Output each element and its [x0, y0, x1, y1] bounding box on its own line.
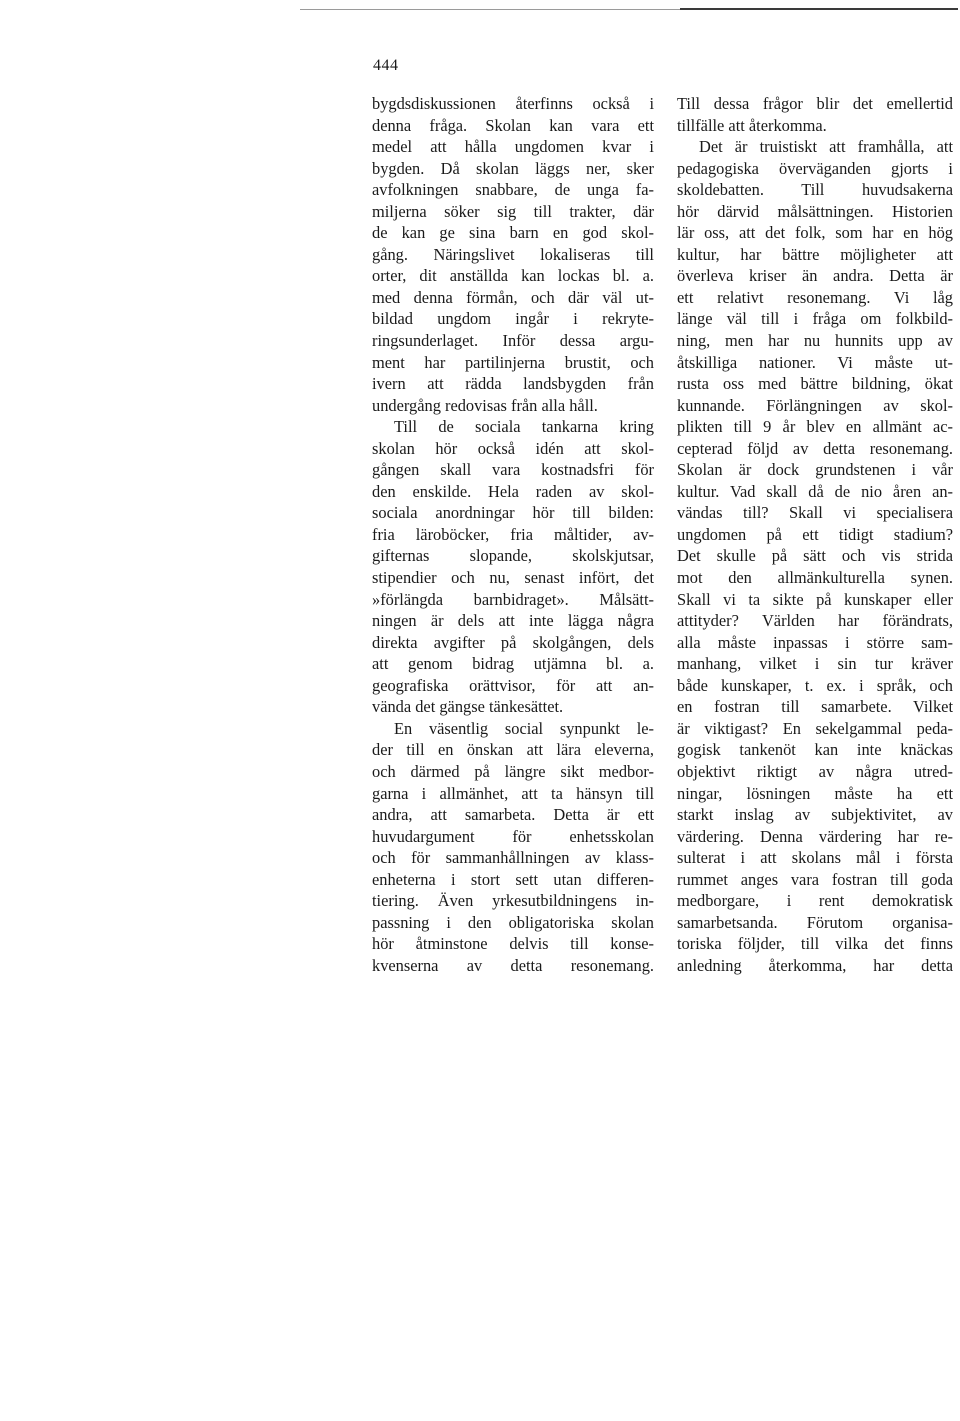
text-line: plikten till 9 år blev en allmänt ac-	[677, 417, 953, 437]
text-line: stipendier och nu, senast infört, det	[372, 568, 654, 588]
text-line: ning, men har nu hunnits upp av	[677, 331, 953, 351]
text-line: att genom bidrag utjämna bl. a.	[372, 654, 654, 674]
text-line: pedagogiska överväganden gjorts i	[677, 158, 953, 178]
text-line: »förlängda barnbidraget». Målsätt-	[372, 589, 654, 609]
text-line: anledning återkomma, har detta	[677, 955, 953, 975]
text-line: är viktigast? En sekelgammal peda-	[677, 718, 953, 738]
text-line: värdering. Denna värdering har re-	[677, 826, 953, 846]
text-line: der till en önskan att lära eleverna,	[372, 740, 654, 760]
text-line: garna i allmänhet, att ta hänsyn till	[372, 783, 654, 803]
text-line: passning i den obligatoriska skolan	[372, 912, 654, 932]
text-line: ringsunderlaget. Inför dessa argu-	[372, 331, 654, 351]
text-line: skolan hör också idén att skol-	[372, 438, 654, 458]
text-line: miljerna söker sig till trakter, där	[372, 201, 654, 221]
text-line: kultur, har bättre möjligheter att	[677, 244, 953, 264]
text-line: andra, att samarbeta. Detta är ett	[372, 805, 654, 825]
page-number: 444	[373, 57, 399, 74]
text-line: och därmed på längre sikt medbor-	[372, 761, 654, 781]
text-line: gifternas slopande, skolskjutsar,	[372, 546, 654, 566]
text-line: länge väl till i fråga om folkbild-	[677, 309, 953, 329]
text-line: undergång redovisas från alla håll.	[372, 395, 598, 415]
text-line: bygdsdiskussionen återfinns också i	[372, 94, 654, 113]
text-line: avfolkningen snabbare, de unga fa-	[372, 180, 654, 200]
text-line: enheterna i stort sett utan differen-	[372, 869, 654, 889]
text-line: hör därvid målsättningen. Historien	[677, 201, 953, 221]
text-line: Till dessa frågor blir det emellertid	[677, 94, 953, 113]
text-line: Skolan är dock grundstenen i vår	[677, 460, 953, 480]
text-line: medel att hålla ungdomen kvar i	[372, 137, 654, 157]
text-line: geografiska orättvisor, för att an-	[372, 675, 654, 695]
text-line: vändas till? Skall vi specialisera	[677, 503, 953, 523]
text-line: kvenserna av detta resonemang.	[372, 955, 654, 975]
text-line: orter, dit anställda kan lockas bl. a.	[372, 266, 654, 286]
text-line: attityder? Världen har förändrats,	[677, 611, 953, 631]
text-line: objektivt riktigt av några utred-	[677, 761, 953, 781]
text-line: En väsentlig social synpunkt le-	[394, 718, 654, 738]
text-line: rummet anges vara fostran till goda	[677, 869, 953, 889]
text-line: de kan ge sina barn en god skol-	[372, 223, 654, 243]
text-line: tillfälle att återkomma.	[677, 115, 827, 135]
text-line: manhang, vilket i sin tur kräver	[677, 654, 953, 674]
text-line: ment har partilinjerna brustit, och	[372, 352, 654, 372]
header-rule	[300, 9, 680, 10]
text-line: gång. Näringslivet lokaliseras till	[372, 244, 654, 264]
text-line: den enskilde. Hela raden av skol-	[372, 481, 654, 501]
text-line: alla måste inpassas i större sam-	[677, 632, 953, 652]
text-line: skoldebatten. Till huvudsakerna	[677, 180, 953, 200]
text-line: ungdomen på ett tidigt stadium?	[677, 524, 953, 544]
header-rule-dark	[680, 8, 958, 10]
text-line: tiering. Även yrkesutbildningens in-	[372, 891, 654, 911]
text-line: ningar, lösningen måste ha ett	[677, 783, 953, 803]
text-line: ivern att rädda landsbygden från	[372, 374, 654, 394]
text-line: medborgare, i rent demokratisk	[677, 891, 953, 911]
text-line: Det är truistiskt att framhålla, att	[699, 137, 953, 157]
text-line: hör åtminstone delvis till konse-	[372, 934, 654, 954]
text-line: starkt inslag av subjektivitet, av	[677, 805, 953, 825]
text-line: fria läroböcker, fria måltider, av-	[372, 524, 654, 544]
text-line: gogisk tankenöt kan inte knäckas	[677, 740, 953, 760]
text-line: och för sammanhållningen av klass-	[372, 848, 654, 868]
text-line: sociala anordningar hör till bilden:	[372, 503, 654, 523]
text-line: Till de sociala tankarna kring	[394, 417, 654, 437]
text-line: med denna förmån, och där väl ut-	[372, 287, 654, 307]
text-line: kultur. Vad skall då de nio åren an-	[677, 481, 953, 501]
text-line: mot den allmänkulturella synen.	[677, 568, 953, 588]
text-line: både kunskaper, t. ex. i språk, och	[677, 675, 953, 695]
text-line: bildad ungdom ingår i rekryte-	[372, 309, 654, 329]
right-text-column	[677, 93, 953, 976]
text-line: cepterad följd av detta resonemang.	[677, 438, 953, 458]
text-line: toriska följder, till vilka det finns	[677, 934, 953, 954]
text-line: huvudargument för enhetsskolan	[372, 826, 654, 846]
text-line: kunnande. Förlängningen av skol-	[677, 395, 953, 415]
text-line: en fostran till samarbete. Vilket	[677, 697, 953, 717]
text-line: ett relativt resonemang. Vi låg	[677, 287, 953, 307]
text-line: åtskilliga nationer. Vi måste ut-	[677, 352, 953, 372]
text-line: lär oss, att det folk, som har en hög	[677, 223, 953, 243]
text-line: direkta avgifter på skolgången, dels	[372, 632, 654, 652]
text-line: sulterat i att skolans mål i första	[677, 848, 953, 868]
text-line: gången skall vara kostnadsfri för	[372, 460, 654, 480]
text-line: samarbetsanda. Förutom organisa-	[677, 912, 953, 932]
left-text-column	[372, 93, 654, 976]
text-line: denna fråga. Skolan kan vara ett	[372, 115, 654, 135]
text-line: Det skulle på sätt och vis strida	[677, 546, 953, 566]
text-line: bygden. Då skolan läggs ner, sker	[372, 158, 654, 178]
text-line: överleva kriser än andra. Detta är	[677, 266, 953, 286]
text-line: rusta oss med bättre bildning, ökat	[677, 374, 953, 394]
text-line: Skall vi ta sikte på kunskaper eller	[677, 589, 953, 609]
text-line: ningen är dels att inte lägga några	[372, 611, 654, 631]
text-line: vända det gängse tänkesättet.	[372, 697, 564, 717]
